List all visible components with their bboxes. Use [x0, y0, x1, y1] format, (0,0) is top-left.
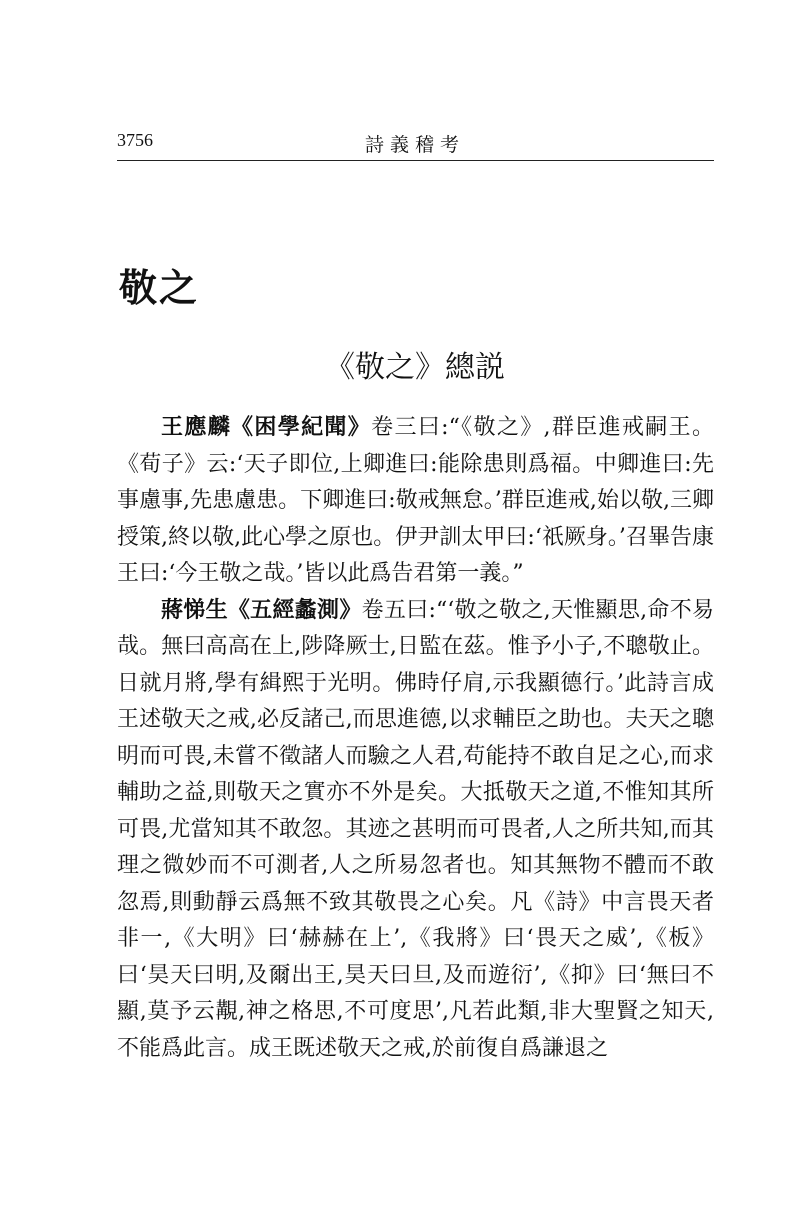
author-citation: 王應麟《困學紀聞》	[161, 415, 372, 440]
page-number: 3756	[117, 130, 153, 150]
running-title: 詩義稽考	[364, 134, 465, 156]
paragraph-text: 卷三曰:“《敬之》,群臣進戒嗣王。《荀子》云:‘天子即位,上卿進曰:能除患則爲福。中卿進曰:先事慮事,先患慮患。下卿進曰:敬戒無怠。’群臣進戒,始以敬,三卿授策,終以敬,此心學之原也。伊尹訓太甲曰:‘祇厥身。’召畢告康王曰:‘今王敬之哉。’皆以此爲告君第一義。”	[117, 415, 714, 586]
body-text	[117, 410, 714, 1067]
author-citation: 蔣悌生《五經蠡測》	[161, 597, 362, 623]
chapter-title: 敬之	[119, 266, 200, 310]
paragraph-text: 卷五曰:“‘敬之敬之,天惟顯思,命不易哉。無曰高高在上,陟降厥士,日監在茲。惟予小子,不聰敬止。日就月將,學有緝熙于光明。佛時仔肩,示我顯德行。’此詩言成王述敬天之戒,必反諸己,而思進德,以求輔臣之助也。夫天之聰明而可畏,未嘗不徵諸人而驗之人君,苟能持不敢自足之心,而求輔助之益,則敬天之實亦不外是矣。大抵敬天之道,不惟知其所可畏,尤當知其不敢忽。其迹之甚明而可畏者,人之所共知,而其理之微妙而不可測者,人之所易忽者也。知其無物不體而不敢忽焉,則動靜云爲無不致其敬畏之心矣。凡《詩》中言畏天者非一,《大明》曰‘赫赫在上’,《我將》曰‘畏天之威’,《板》曰‘昊天曰明,及爾出王,昊天曰旦,及而遊衍’,《抑》曰‘無曰不顯,莫予云覯,神之格思,不可度思’,凡若此類,非大聖賢之知天,不能爲此言。成王既述敬天之戒,於前復自爲謙退之	[117, 597, 714, 1061]
section-title: 《敬之》總説	[325, 350, 505, 385]
paragraph-jiang-tisheng	[117, 593, 714, 1068]
paragraph-wang-yinglin	[117, 410, 714, 593]
header-rule	[117, 160, 714, 161]
